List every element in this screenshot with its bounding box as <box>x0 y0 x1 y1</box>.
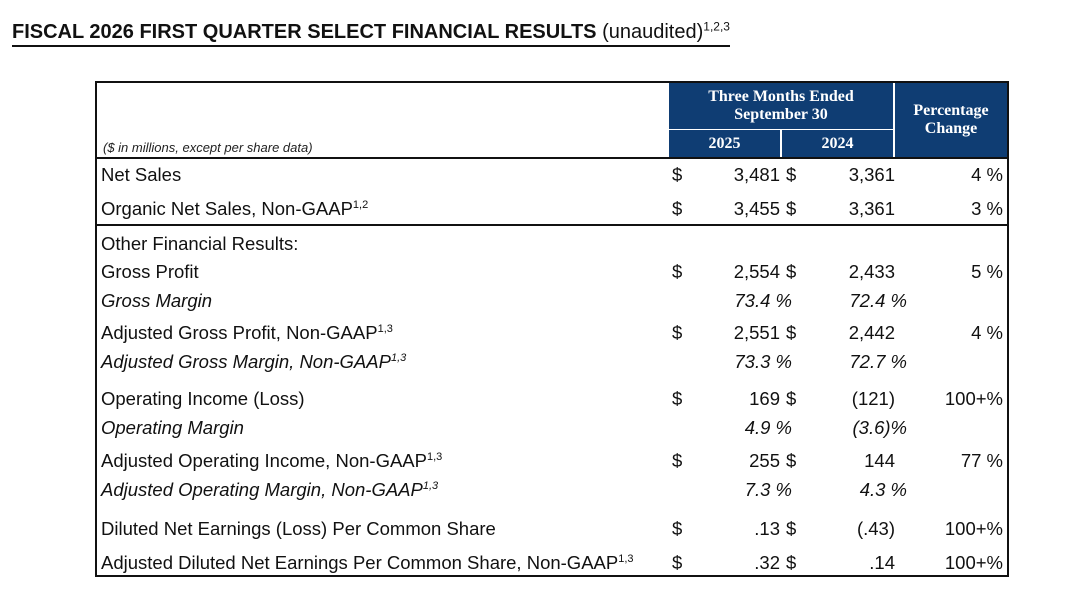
value-2024: (3.6)% <box>852 417 907 438</box>
row-label-text: Adjusted Operating Margin, Non-GAAP <box>101 479 423 500</box>
units-note: ($ in millions, except per share data) <box>103 140 313 155</box>
value-2024: 2,442 <box>848 322 895 343</box>
row-label-text: Net Sales <box>101 164 182 185</box>
row-footnote-ref: 1,3 <box>618 552 634 565</box>
row-footnote-ref: 1,3 <box>377 322 393 335</box>
currency-2025: $ <box>672 388 683 409</box>
currency-2024: $ <box>786 322 797 343</box>
row-label <box>101 320 393 346</box>
row-label <box>101 477 438 503</box>
row-label-text: Gross Profit <box>101 261 199 282</box>
table-row <box>97 196 1007 222</box>
value-2025: 73.4 % <box>734 290 792 311</box>
table-row <box>97 231 1007 257</box>
row-label <box>101 196 368 222</box>
row-footnote-ref: 1,2 <box>352 198 369 211</box>
value-2025: .32 <box>754 552 780 573</box>
currency-2025: $ <box>672 518 683 539</box>
title-footnote-ref: 1,2,3 <box>703 19 730 34</box>
percentage-change: 3 % <box>971 198 1003 219</box>
value-2024: 72.7 % <box>849 351 907 372</box>
row-label <box>101 349 406 375</box>
currency-2025: $ <box>672 164 683 185</box>
percentage-change: 100+% <box>944 388 1003 409</box>
row-label-text: Adjusted Operating Income, Non-GAAP <box>101 450 427 471</box>
header-divider <box>97 157 1007 159</box>
currency-2024: $ <box>786 388 797 409</box>
value-2025: 73.3 % <box>734 351 792 372</box>
header-percentage-change: Percentage Change <box>895 83 1007 157</box>
value-2025: .13 <box>754 518 780 539</box>
row-label <box>101 516 496 542</box>
currency-2025: $ <box>672 198 683 219</box>
table-row <box>97 288 1007 314</box>
currency-2024: $ <box>786 552 797 573</box>
table-row <box>97 550 1007 576</box>
value-2024: .14 <box>869 552 895 573</box>
financial-results-table <box>95 81 1009 577</box>
row-label <box>101 448 442 474</box>
row-label-text: Other Financial Results: <box>101 233 299 254</box>
currency-2024: $ <box>786 450 797 471</box>
table-row <box>97 349 1007 375</box>
row-footnote-ref: 1,3 <box>390 351 407 364</box>
value-2025: 3,481 <box>733 164 780 185</box>
value-2024: 72.4 % <box>849 290 907 311</box>
row-label-text: Adjusted Gross Profit, Non-GAAP <box>101 322 378 343</box>
value-2024: (.43) <box>856 518 895 539</box>
value-2024: 3,361 <box>848 164 895 185</box>
value-2025: 2,551 <box>733 322 780 343</box>
row-footnote-ref: 1,3 <box>422 479 439 492</box>
row-label <box>101 386 305 412</box>
value-2025: 7.3 % <box>744 479 792 500</box>
row-label-text: Operating Margin <box>101 417 244 438</box>
table-row <box>97 259 1007 285</box>
row-label-text: Diluted Net Earnings (Loss) Per Common Share <box>101 518 496 539</box>
table-row <box>97 477 1007 503</box>
table-row <box>97 386 1007 412</box>
header-col-2024: 2024 <box>782 130 893 157</box>
row-label <box>101 259 199 285</box>
row-label-text: Operating Income (Loss) <box>101 388 305 409</box>
value-2025: 2,554 <box>733 261 780 282</box>
row-label <box>101 288 212 314</box>
title-main: FISCAL 2026 FIRST QUARTER SELECT FINANCIAL RESULTS <box>12 21 597 43</box>
currency-2024: $ <box>786 198 797 219</box>
currency-2024: $ <box>786 164 797 185</box>
percentage-change: 100+% <box>944 518 1003 539</box>
value-2024: 3,361 <box>848 198 895 219</box>
row-label-text: Adjusted Diluted Net Earnings Per Common Share, Non-GAAP <box>101 552 619 573</box>
value-2024: 144 <box>864 450 895 471</box>
currency-2025: $ <box>672 261 683 282</box>
table-row <box>97 162 1007 188</box>
header-period <box>669 83 893 129</box>
row-label <box>101 231 298 257</box>
row-label-text: Adjusted Gross Margin, Non-GAAP <box>101 351 391 372</box>
row-label <box>101 162 181 188</box>
currency-2025: $ <box>672 450 683 471</box>
currency-2025: $ <box>672 552 683 573</box>
percentage-change: 4 % <box>971 164 1003 185</box>
percentage-change: 4 % <box>971 322 1003 343</box>
section-divider <box>97 224 1007 226</box>
title-unaudited: (unaudited) <box>602 21 704 43</box>
percentage-change: 100+% <box>944 552 1003 573</box>
currency-2024: $ <box>786 261 797 282</box>
table-row <box>97 448 1007 474</box>
value-2025: 169 <box>749 388 780 409</box>
value-2024: (121) <box>851 388 895 409</box>
header-col-2025: 2025 <box>669 130 780 157</box>
row-label <box>101 550 634 576</box>
row-label-text: Organic Net Sales, Non-GAAP <box>101 198 353 219</box>
row-footnote-ref: 1,3 <box>426 450 443 463</box>
row-label-text: Gross Margin <box>101 290 213 311</box>
table-row <box>97 415 1007 441</box>
header-period-label: Three Months Ended September 30 <box>708 88 854 123</box>
value-2025: 4.9 % <box>744 417 792 438</box>
currency-2025: $ <box>672 322 683 343</box>
percentage-change: 5 % <box>971 261 1003 282</box>
row-label <box>101 415 244 441</box>
value-2024: 4.3 % <box>859 479 907 500</box>
value-2025: 255 <box>749 450 780 471</box>
table-row <box>97 320 1007 346</box>
currency-2024: $ <box>786 518 797 539</box>
page-title <box>12 20 730 47</box>
percentage-change: 77 % <box>960 450 1003 471</box>
value-2025: 3,455 <box>733 198 780 219</box>
value-2024: 2,433 <box>848 261 895 282</box>
table-row <box>97 516 1007 542</box>
